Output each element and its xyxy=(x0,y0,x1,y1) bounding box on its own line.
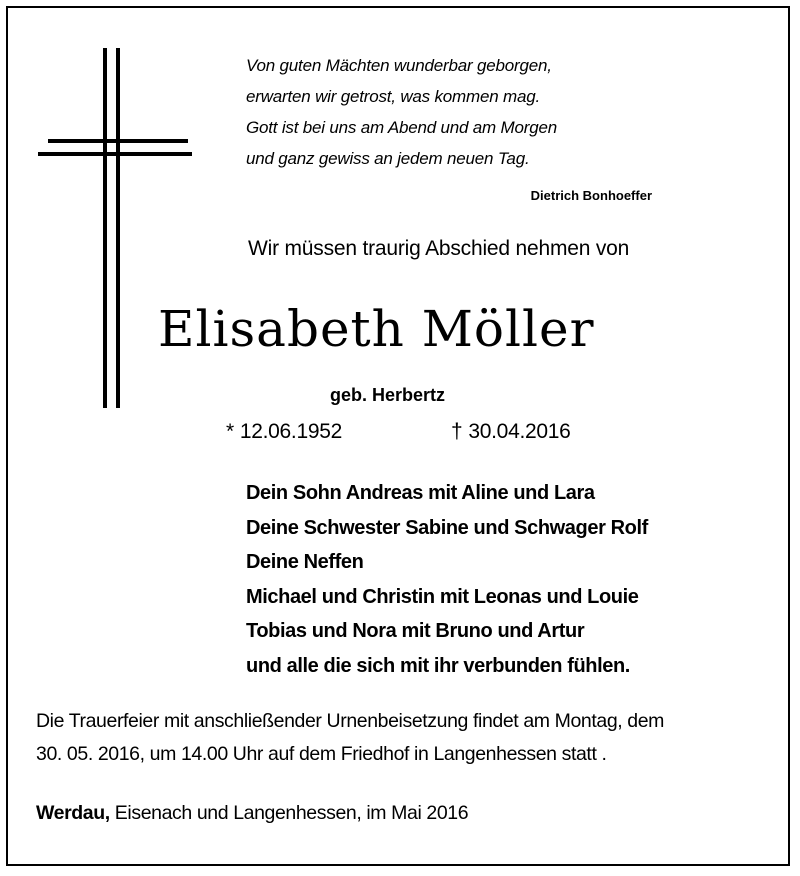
place-and-date xyxy=(36,797,468,829)
mourner-line: Tobias und Nora mit Bruno und Artur xyxy=(246,620,585,643)
mourner-line: Deine Neffen xyxy=(246,551,364,574)
quote-line: und ganz gewiss an jedem neuen Tag. xyxy=(246,149,530,168)
death-cross-icon: † xyxy=(451,420,463,443)
quote-line: Von guten Mächten wunderbar geborgen, xyxy=(246,56,552,75)
quote-line: erwarten wir getrost, was kommen mag. xyxy=(246,87,540,106)
quote-line: Gott ist bei uns am Abend und am Morgen xyxy=(246,118,557,137)
mourner-line: Michael und Christin mit Leonas und Louie xyxy=(246,585,639,608)
ceremony-line: Die Trauerfeier mit anschließender Urnenbeisetzung findet am Montag, dem xyxy=(36,710,665,732)
ceremony-line: 30. 05. 2016, um 14.00 Uhr auf dem Friedhof in Langenhessen statt . xyxy=(36,743,607,765)
mourners-list xyxy=(246,476,648,684)
birth-date: 12.06.1952 xyxy=(239,420,342,443)
death-date-line xyxy=(451,417,571,447)
city-name: Werdau, xyxy=(36,802,110,824)
quote-author: Dietrich Bonhoeffer xyxy=(530,188,652,203)
deceased-name: Elisabeth Möller xyxy=(158,300,595,358)
birth-star-icon: * xyxy=(226,420,234,443)
maiden-name: geb. Herbertz xyxy=(330,385,446,405)
farewell-intro: Wir müssen traurig Abschied nehmen von xyxy=(248,237,630,260)
ceremony-info xyxy=(36,705,776,771)
mourner-line: Deine Schwester Sabine und Schwager Rolf xyxy=(246,516,648,539)
bonhoeffer-quote xyxy=(246,50,606,174)
death-date: 30.04.2016 xyxy=(468,420,571,443)
mourner-line: und alle die sich mit ihr verbunden fühlen. xyxy=(246,654,630,677)
closing-rest: Eisenach und Langenhessen, im Mai 2016 xyxy=(109,802,469,824)
birth-date-line xyxy=(226,417,342,447)
mourner-line: Dein Sohn Andreas mit Aline und Lara xyxy=(246,482,595,504)
